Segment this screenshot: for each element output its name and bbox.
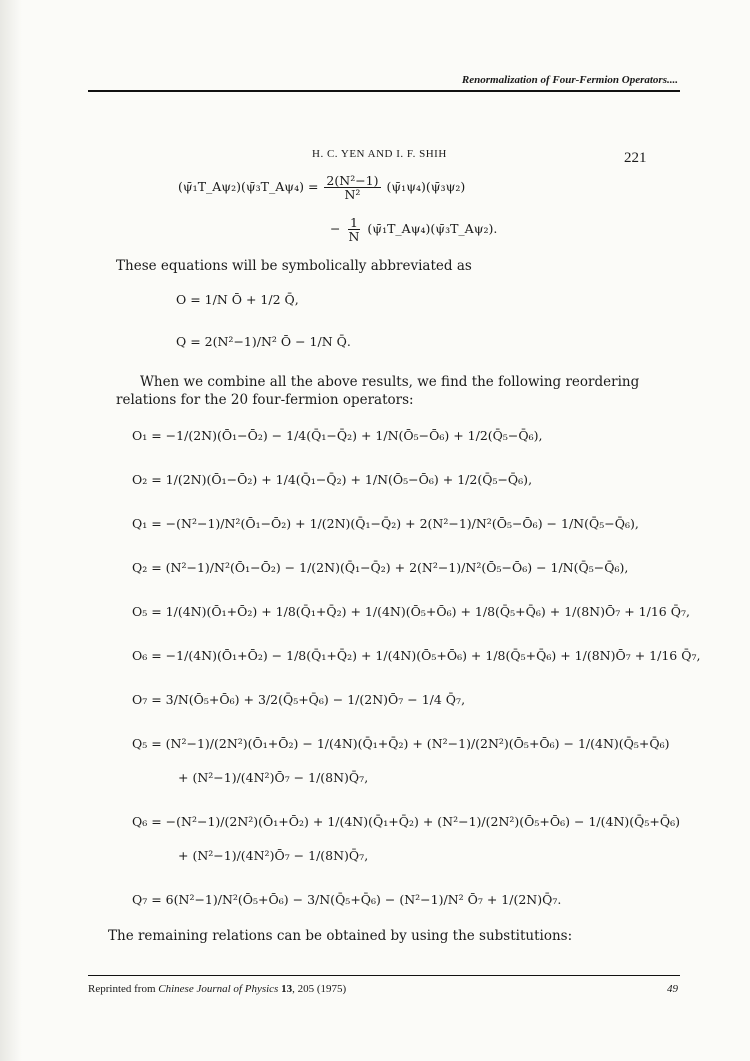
relation-Q5: Q₅ = (N²−1)/(2N²)(Ō₁+Ō₂) − 1/(4N)(Q̄₁+Q̄₂) + (N²−1)/(2N²)(Ō₅+Ō₆) − 1/(4N)(Q̄₅+Q̄₆)	[132, 736, 670, 751]
relation-Q2: Q₂ = (N²−1)/N²(Ō₁−Ō₂) − 1/(2N)(Q̄₁−Q̄₂) + 2(N²−1)/N²(Ō₅−Ō₆) − 1/N(Q̄₅−Q̄₆),	[132, 560, 629, 575]
relation-O2: O₂ = 1/(2N)(Ō₁−Ō₂) + 1/4(Q̄₁−Q̄₂) + 1/N(Ō₅−Ō₆) + 1/2(Q̄₅−Q̄₆),	[132, 472, 533, 487]
top-eq-lhs: (ψ̄₁T_Aψ₂)(ψ̄₃T_Aψ₄) =	[178, 179, 319, 195]
paragraph-combine-line2: relations for the 20 four-fermion operators:	[116, 392, 414, 408]
scan-binding-edge	[0, 0, 22, 1061]
top-eq-term1: (ψ̄₁ψ₄)(ψ̄₃ψ₂)	[386, 179, 466, 195]
abbrev-equation-Q: Q = 2(N²−1)/N² Ō − 1/N Q̄.	[176, 334, 351, 349]
relation-O5: O₅ = 1/(4N)(Ō₁+Ō₂) + 1/8(Q̄₁+Q̄₂) + 1/(4N)(Ō₅+Ō₆) + 1/8(Q̄₅+Q̄₆) + 1/(8N)Ō₇ + 1/16 Q̄₇,	[132, 604, 690, 619]
footer-rule	[88, 975, 680, 976]
relation-Q1: Q₁ = −(N²−1)/N²(Ō₁−Ō₂) + 1/(2N)(Q̄₁−Q̄₂) + 2(N²−1)/N²(Ō₅−Ō₆) − 1/N(Q̄₅−Q̄₆),	[132, 516, 639, 531]
top-eq-frac2: $\frac{1}{N}$	[348, 215, 360, 245]
journal-name: Chinese Journal of Physics	[158, 983, 279, 995]
page-number: 221	[624, 150, 647, 166]
relation-O7: O₇ = 3/N(Ō₅+Ō₆) + 3/2(Q̄₅+Q̄₆) − 1/(2N)Ō₇ − 1/4 Q̄₇,	[132, 692, 466, 707]
relation-Q6-cont: + (N²−1)/(4N²)Ō₇ − 1/(8N)Q̄₇,	[178, 848, 369, 863]
paragraph-abbrev-intro: These equations will be symbolically abbreviated as	[116, 258, 472, 274]
header-rule	[88, 90, 680, 92]
relation-O6: O₆ = −1/(4N)(Ō₁+Ō₂) − 1/8(Q̄₁+Q̄₂) + 1/(4N)(Ō₅+Ō₆) + 1/8(Q̄₅+Q̄₆) + 1/(8N)Ō₇ + 1/16 Q̄₇,	[132, 648, 701, 663]
running-head: Renormalization of Four-Fermion Operators....	[461, 74, 678, 86]
top-equation-line1	[178, 174, 465, 201]
reprint-footer: Reprinted from Chinese Journal of Physics 13, 205 (1975)	[88, 983, 347, 995]
relation-Q6: Q₆ = −(N²−1)/(2N²)(Ō₁+Ō₂) + 1/(4N)(Q̄₁+Q̄₂) + (N²−1)/(2N²)(Ō₅+Ō₆) − 1/(4N)(Q̄₅+Q̄₆)	[132, 814, 680, 829]
top-eq-term2: (ψ̄₁T_Aψ₄)(ψ̄₃T_Aψ₂).	[367, 221, 498, 237]
relation-O1: O₁ = −1/(2N)(Ō₁−Ō₂) − 1/4(Q̄₁−Q̄₂) + 1/N(Ō₅−Ō₆) + 1/2(Q̄₅−Q̄₆),	[132, 428, 543, 443]
relation-Q5-cont: + (N²−1)/(4N²)Ō₇ − 1/(8N)Q̄₇,	[178, 770, 369, 785]
abbrev-equation-O: O = 1/N Ō + 1/2 Q̄,	[176, 292, 299, 307]
footer-page-number: 49	[667, 983, 678, 995]
relation-Q7: Q₇ = 6(N²−1)/N²(Ō₅+Ō₆) − 3/N(Q̄₅+Q̄₆) − (N²−1)/N² Ō₇ + 1/(2N)Q̄₇.	[132, 892, 562, 907]
top-eq-frac1: $\frac{\text{2(N²−1)}}{\text{N²}}$	[326, 173, 379, 203]
paragraph-combine-line1: When we combine all the above results, we find the following reordering	[140, 374, 640, 390]
author-line: H. C. YEN AND I. F. SHIH	[312, 148, 447, 160]
journal-volume: 13	[281, 983, 293, 995]
paragraph-substitutions: The remaining relations can be obtained by using the substitutions:	[108, 928, 573, 944]
top-equation-line2: − $\frac{1}{N}$ (ψ̄₁T_Aψ₄)(ψ̄₃T_Aψ₂).	[330, 215, 498, 245]
